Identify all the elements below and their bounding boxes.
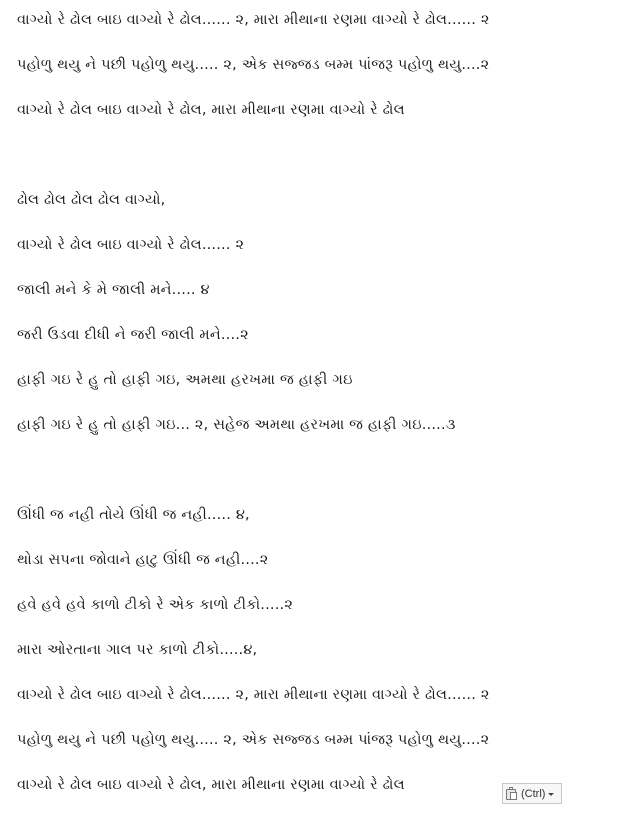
text-line-13: થોડા સપના જોવાને હાટુ ઊંધી જ નહી....૨ (17, 552, 269, 568)
text-line-10: હાફી ગઇ રે હુ તો હાફી ગઇ... ૨, સહેજ અમથા હરખમા જ હાફી ગઇ.....૩ (17, 417, 456, 433)
text-line-6: વાગ્યો રે ઢોલ બાઇ વાગ્યો રે ઢોલ...... ૨ (17, 237, 245, 253)
text-line-9: હાફી ગઇ રે હુ તો હાફી ગઇ, અમથા હરખમા જ હાફી ગઇ (17, 372, 353, 388)
text-line-1: વાગ્યો રે ઢોલ બાઇ વાગ્યો રે ઢોલ...... ૨, મારા મીથાના રણમા વાગ્યો રે ઢોલ...... ૨ (17, 12, 490, 28)
blank-line (17, 145, 623, 165)
text-line-7: જાલી મને કે મે જાલી મને..... ૪ (17, 282, 210, 298)
paste-options-label: (Ctrl) (521, 787, 546, 800)
text-line-12: ઊંધી જ નહી તોયે ઊંધી જ નહી..... ૪, (17, 507, 250, 523)
chevron-down-icon (548, 793, 554, 796)
text-line-17: પહોળુ થયુ ને પછી પહોળુ થયુ..... ૨, એક સજ્જડ બમ્મ પાંજરૂ પહોળુ થયુ....૨ (17, 732, 490, 748)
text-line-18: વાગ્યો રે ઢોલ બાઇ વાગ્યો રે ઢોલ, મારા મીથાના રણમા વાગ્યો રે ઢોલ (17, 777, 405, 793)
paste-options-button[interactable] (502, 783, 562, 804)
text-line-2: પહોળુ થયુ ને પછી પહોળુ થયુ..... ૨, એક સજ્જડ બમ્મ પાંજરૂ પહોળુ થયુ....૨ (17, 57, 490, 73)
blank-line (17, 460, 623, 480)
text-line-8: જરી ઉડવા દીધી ને જરી જાલી મને....૨ (17, 327, 249, 343)
text-line-14: હવે હવે હવે કાળો ટીકો રે એક કાળો ટીકો.....૨ (17, 597, 294, 613)
text-line-5: ઢોલ ઢોલ ઢોલ ઢોલ વાગ્યો, (17, 192, 166, 208)
text-line-15: મારા ઓરતાના ગાલ પર કાળો ટીકો.....૪, (17, 642, 258, 658)
text-line-3: વાગ્યો રે ઢોલ બાઇ વાગ્યો રે ઢોલ, મારા મીથાના રણમા વાગ્યો રે ઢોલ (17, 102, 405, 118)
clipboard-paste-icon (506, 787, 518, 801)
text-line-16: વાગ્યો રે ઢોલ બાઇ વાગ્યો રે ઢોલ...... ૨, મારા મીથાના રણમા વાગ્યો રે ઢોલ...... ૨ (17, 687, 490, 703)
